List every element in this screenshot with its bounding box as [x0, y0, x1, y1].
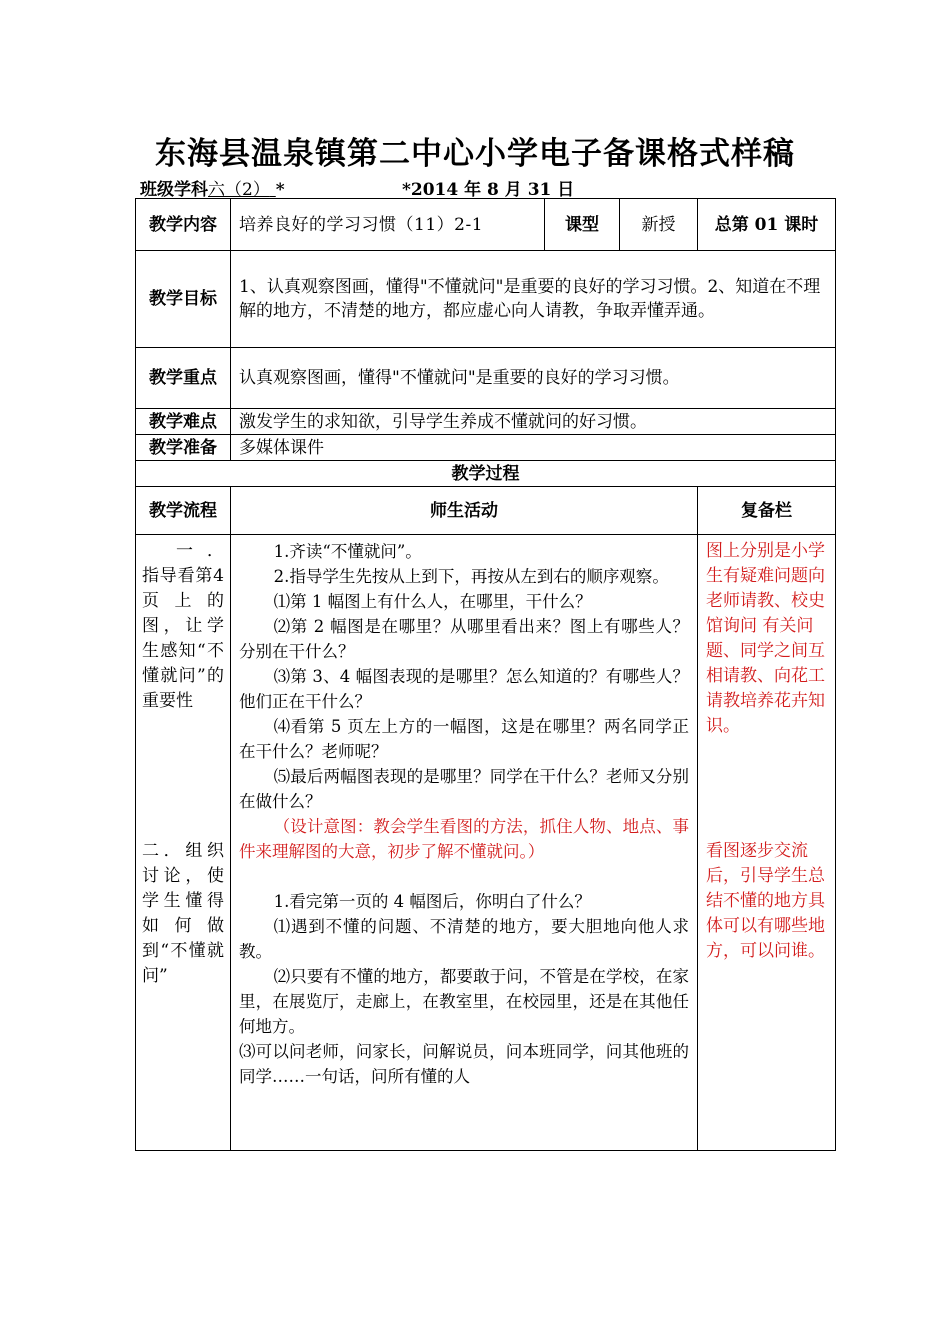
activity-line: ⑵第 2 幅图是在哪里？从哪里看出来？图上有哪些人？分别在干什么？	[239, 617, 689, 661]
note-2: 看图逐步交流后，引导学生总结不懂的地方具体可以有哪些地方，可以问谁。	[706, 841, 825, 961]
flow-step-2: 二．组织讨论，使学生懂得如何做到“不懂就问”	[142, 841, 224, 986]
goals-row	[136, 251, 836, 348]
flow-step-1: 一．指导看第4页上的图，让学生感知“不懂就问”的重要性	[142, 541, 224, 711]
activity-line: 2.指导学生先按从上到下，再按从左到右的顺序观察。	[273, 567, 669, 586]
design-intent: （设计意图：教会学生看图的方法，抓住人物、地点、事件来理解图的大意，初步了解不懂就问。）	[239, 817, 689, 861]
preparation-row	[136, 435, 836, 461]
notes-cell	[698, 535, 836, 1151]
difficulty-label: 教学难点	[136, 409, 231, 435]
activity-line: ⑴遇到不懂的问题、不清楚的地方，要大胆地向他人求教。	[239, 917, 689, 961]
class-label: 班级学科	[140, 180, 208, 200]
key-points-label: 教学重点	[136, 348, 231, 409]
notes-header: 复备栏	[698, 487, 836, 535]
preparation-label: 教学准备	[136, 435, 231, 461]
activity-line: 1.齐读“不懂就问”。	[273, 542, 422, 561]
goals-text: 1、认真观察图画，懂得"不懂就问"是重要的良好的学习习惯。2、知道在不理解的地方，不清楚的地方，都应虚心向人请教，争取弄懂弄通。	[231, 251, 836, 348]
activity-line: ⑵只要有不懂的地方，都要敢于问，不管是在学校，在家里，在展览厅，走廊上，在教室里，在校园里，还是在其他任何地方。	[239, 967, 689, 1036]
activity-line: ⑴第 1 幅图上有什么人，在哪里，干什么？	[273, 592, 592, 611]
activity-line: 1.看完第一页的 4 幅图后，你明白了什么？	[273, 892, 591, 911]
flow-cell	[136, 535, 231, 1151]
activity-line: ⑶可以问老师，问家长，问解说员，问本班同学，问其他班的同学……一句话，问所有懂的人	[239, 1042, 689, 1086]
process-title: 教学过程	[136, 461, 836, 487]
content-value: 培养良好的学习习惯（11）2-1	[231, 199, 545, 251]
difficulty-text: 激发学生的求知欲，引导学生养成不懂就问的好习惯。	[231, 409, 836, 435]
activity-cell	[231, 535, 698, 1151]
goals-label: 教学目标	[136, 251, 231, 348]
page-title: 东海县温泉镇第二中心小学电子备课格式样稿	[155, 136, 795, 172]
total-lessons: 总第 01 课时	[698, 199, 836, 251]
date: *2014 年 8 月 31 日	[402, 180, 575, 200]
preparation-text: 多媒体课件	[231, 435, 836, 461]
activity-line: ⑸最后两幅图表现的是哪里？同学在干什么？老师又分别在做什么？	[239, 767, 689, 811]
difficulty-row	[136, 409, 836, 435]
activity-line: ⑶第 3、4 幅图表现的是哪里？怎么知道的？有哪些人？他们正在干什么？	[239, 667, 689, 711]
meta-line	[140, 175, 575, 200]
class-value: 六（2）	[208, 180, 270, 200]
spacer	[239, 864, 689, 889]
type-value: 新授	[620, 199, 698, 251]
activity-header: 师生活动	[231, 487, 698, 535]
key-points-text: 认真观察图画，懂得"不懂就问"是重要的良好的学习习惯。	[231, 348, 836, 409]
type-label: 课型	[545, 199, 620, 251]
star-mark: *	[275, 180, 285, 200]
content-label: 教学内容	[136, 199, 231, 251]
process-body-row	[136, 535, 836, 1151]
activity-line: ⑷看第 5 页左上方的一幅图，这是在哪里？两名同学正在干什么？老师呢？	[239, 717, 689, 761]
key-points-row	[136, 348, 836, 409]
content-row	[136, 199, 836, 251]
process-title-row	[136, 461, 836, 487]
lesson-plan-table	[135, 198, 836, 1151]
note-1: 图上分别是小学生有疑难问题向老师请教、校史馆询问 有关问题、同学之间互相请教、向花工请教培养花卉知识。	[706, 541, 825, 736]
flow-header: 教学流程	[136, 487, 231, 535]
process-header-row	[136, 487, 836, 535]
